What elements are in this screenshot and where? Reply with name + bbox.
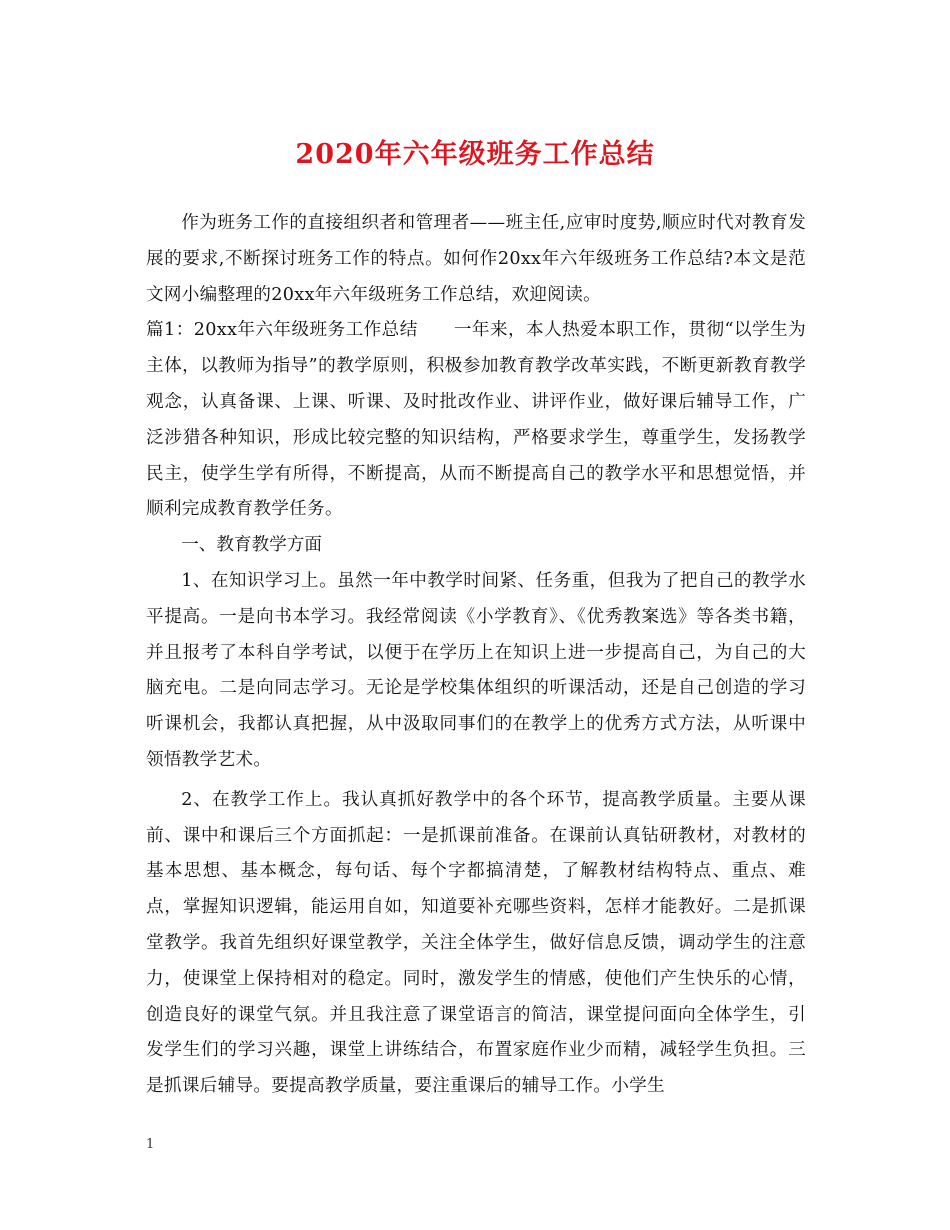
section-heading: 一、教育教学方面 [181, 535, 322, 556]
document-title: 2020年六年级班务工作总结 [295, 139, 655, 170]
page-number: 1 [146, 1137, 155, 1152]
point2-paragraph: 2、在教学工作上。我认真抓好教学中的各个环节，提高教学质量。主要从课前、课中和课后三个方面抓起：一是抓课前准备。在课前认真钻研教材，对教材的基本思想、基本概念，每句话、每个字都搞清楚，了解教材结构特点、重点、难点，掌握知识逻辑，能运用自如，知道要补充哪些资料，怎样才能教好。二是抓课堂教学。我首先组织好课堂教学，关注全体学生，做好信息反馈，调动学生的注意力，使课堂上保持相对的稳定。同时，激发学生的情感，使他们产生快乐的心情，创造良好的课堂气氛。并且我注意了课堂语言的简洁，课堂提问面向全体学生，引发学生们的学习兴趣，课堂上讲练结合，布置家庭作业少而精，减轻学生负担。三是抓课后辅导。要提高教学质量，要注重课后的辅导工作。小学生 [146, 789, 806, 1097]
document-body [146, 206, 806, 1105]
point1-paragraph: 1、在知识学习上。虽然一年中教学时间紧、任务重，但我为了把自己的教学水平提高。一是向书本学习。我经常阅读《小学教育》、《优秀教案选》等各类书籍，并且报考了本科自学考试，以便于在学历上在知识上进一步提高自己，为自己的大脑充电。二是向同志学习。无论是学校集体组织的听课活动，还是自己创造的学习听课机会，我都认真把握，从中汲取同事们的在教学上的优秀方式方法，从听课中领悟教学艺术。 [146, 570, 806, 770]
intro-paragraph: 作为班务工作的直接组织者和管理者——班主任,应审时度势,顺应时代对教育发展的要求,不断探讨班务工作的特点。如何作20xx年六年级班务工作总结?本文是范文网小编整理的20xx年六年级班务工作总结，欢迎阅读。 [146, 213, 806, 305]
part1-paragraph: 篇1：20xx年六年级班务工作总结 一年来，本人热爱本职工作，贯彻“以学生为主体，以教师为指导”的教学原则，积极参加教育教学改革实践，不断更新教育教学观念，认真备课、上课、听课、及时批改作业、讲评作业，做好课后辅导工作，广泛涉猎各种知识，形成比较完整的知识结构，严格要求学生，尊重学生，发扬教学民主，使学生学有所得，不断提高，从而不断提高自己的教学水平和思想觉悟，并顺利完成教育教学任务。 [146, 320, 806, 520]
